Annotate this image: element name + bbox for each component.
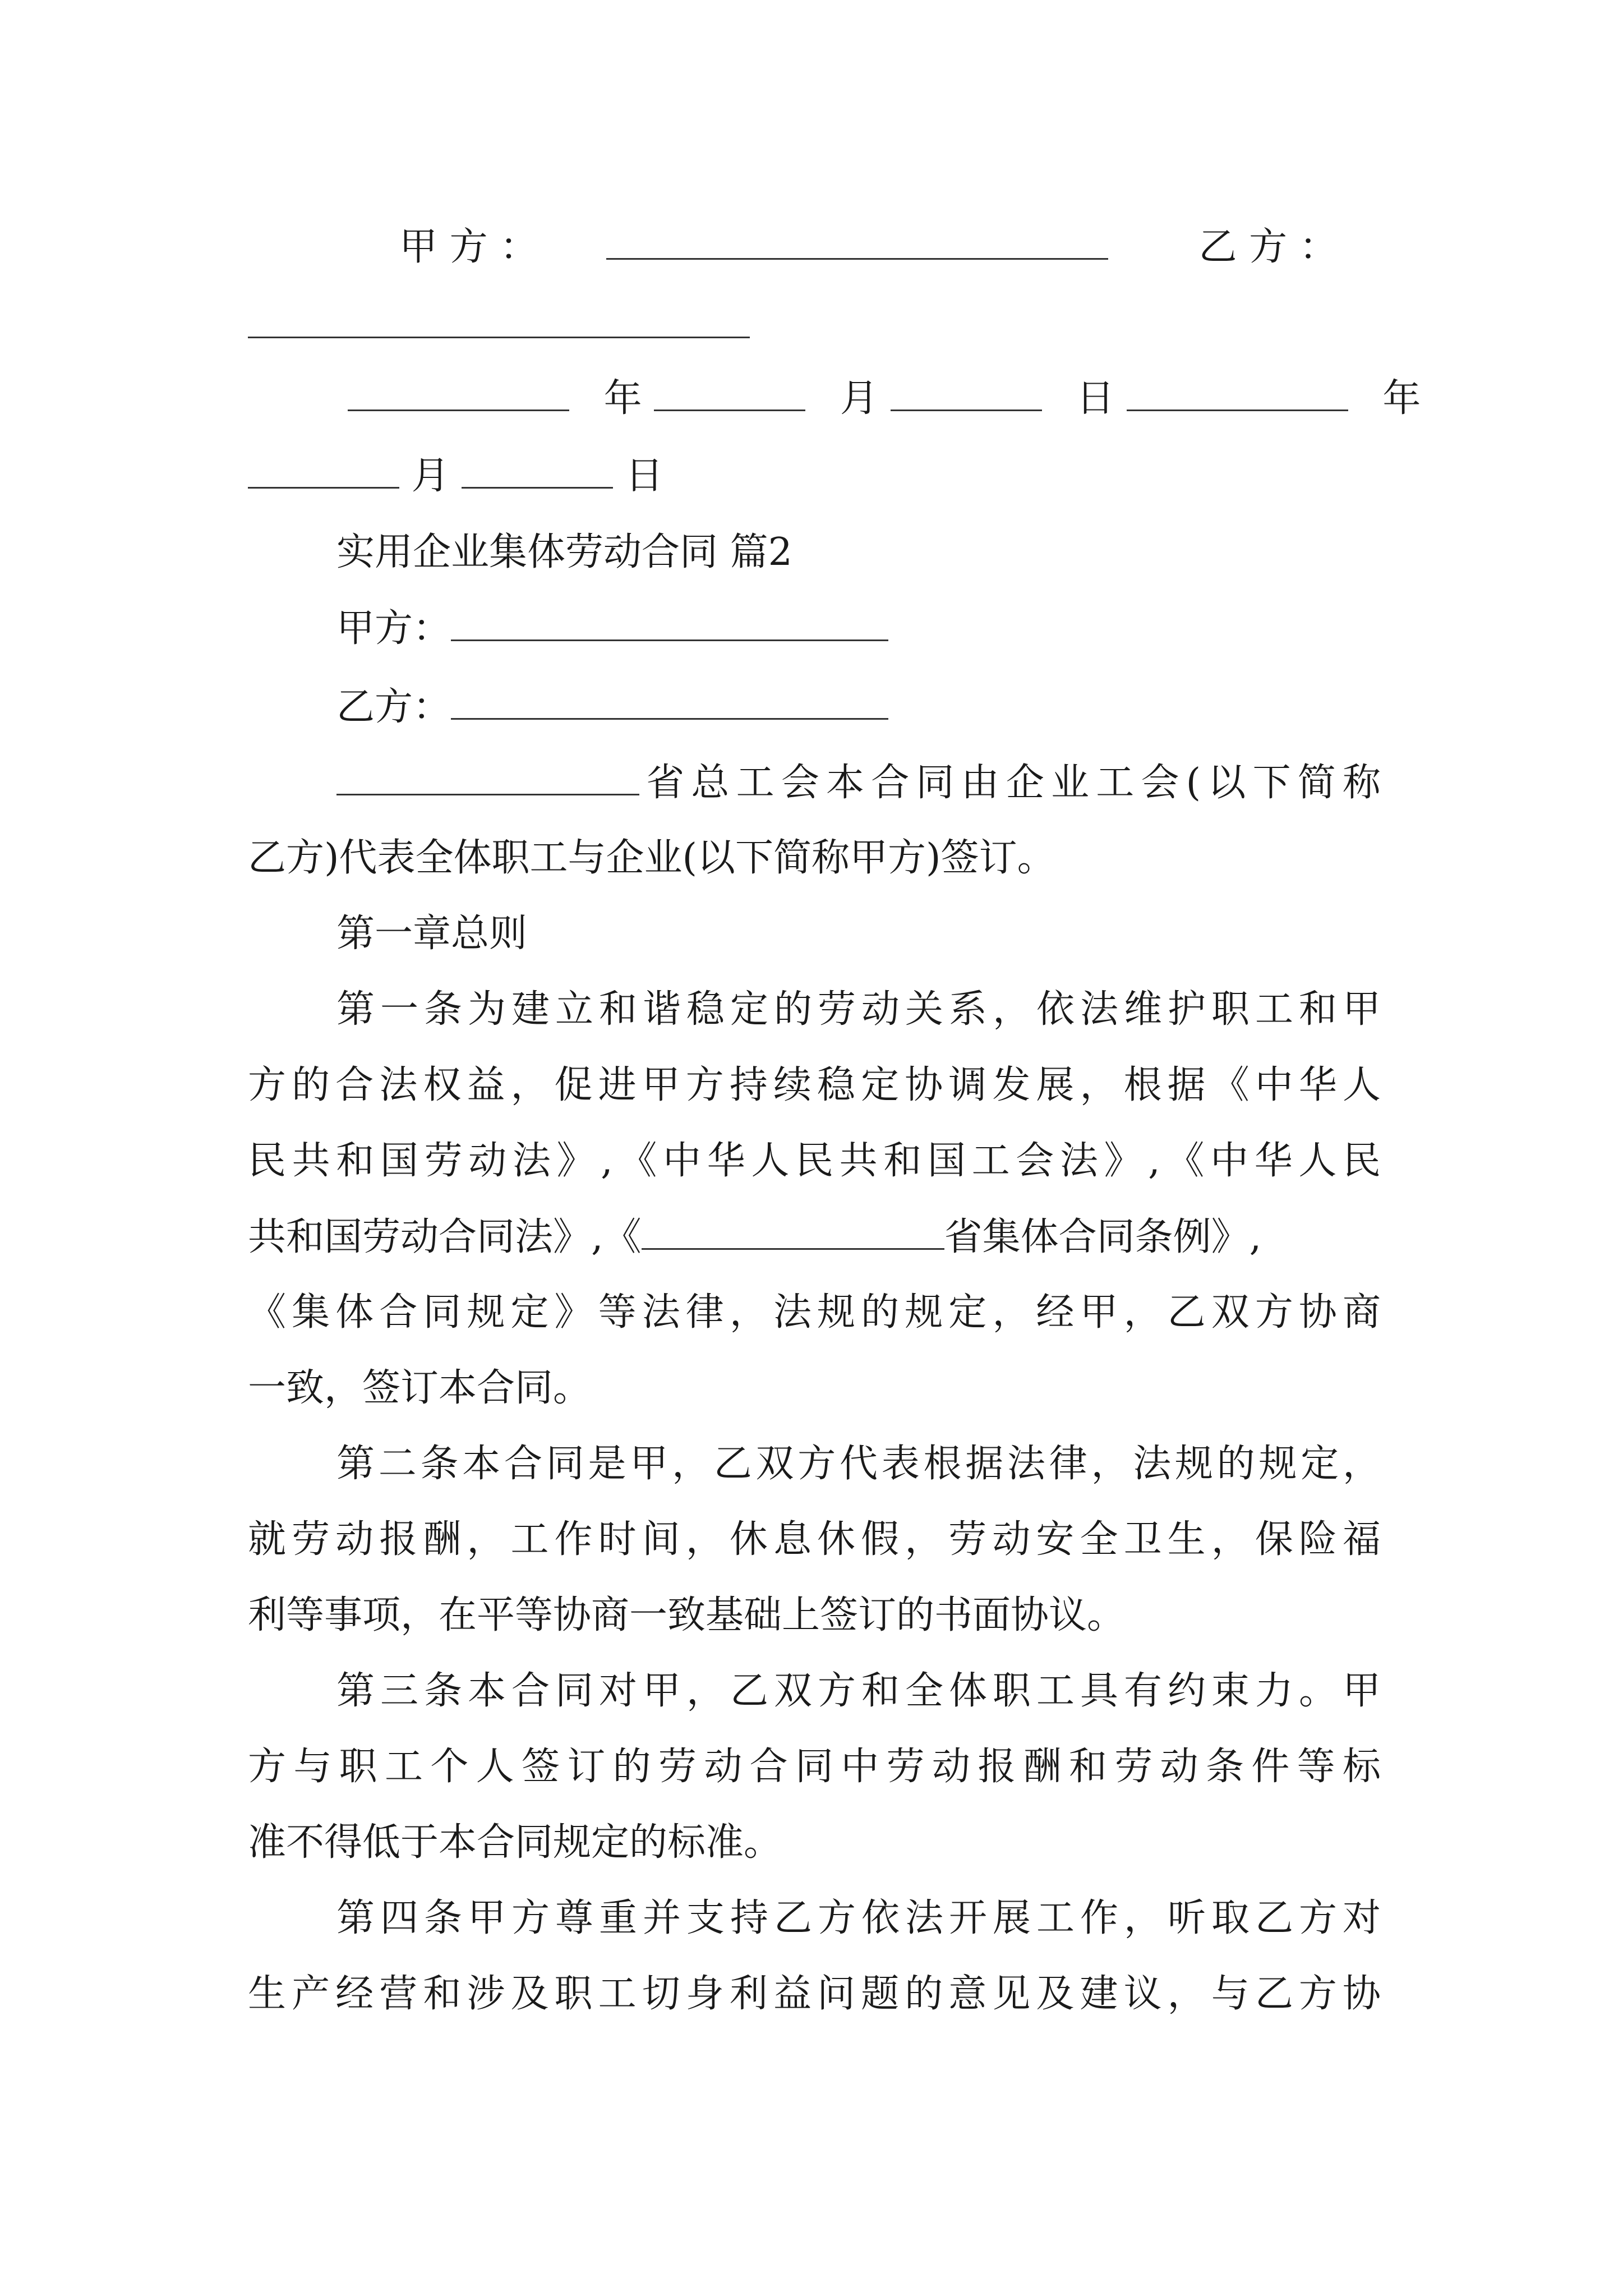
article-1-line-1: 第一条为建立和谐稳定的劳动关系，依法维护职工和甲 xyxy=(336,987,1381,1032)
year-blank-b xyxy=(1127,376,1348,411)
month-blank-b xyxy=(248,453,399,489)
day-label-a: 日 xyxy=(1076,376,1115,421)
party-a-label: 甲方： xyxy=(336,606,451,651)
year-label-b: 年 xyxy=(1382,376,1421,421)
article-2-line-1: 第二条本合同是甲，乙双方代表根据法律，法规的规定， xyxy=(336,1442,1381,1486)
party-b-sign-blank-row xyxy=(248,303,1381,348)
party-a-blank xyxy=(451,606,888,641)
signature-row xyxy=(399,224,1381,270)
intro-text-1: 省总工会本合同由企业工会(以下简称 xyxy=(639,761,1381,805)
chapter-heading: 第一章总则 xyxy=(336,912,528,956)
regulation-province-blank xyxy=(642,1214,944,1250)
month-label-b: 月 xyxy=(411,454,450,498)
date-row-1 xyxy=(348,376,1481,421)
article-1-line-5: 《集体合同规定》等法律，法规的规定，经甲，乙双方协商 xyxy=(248,1290,1381,1335)
article-2-line-3: 利等事项，在平等协商一致基础上签订的书面协议。 xyxy=(248,1593,1126,1637)
article-4-line-2: 生产经营和涉及职工切身利益问题的意见及建议，与乙方协 xyxy=(248,1972,1381,2016)
party-a-sign-label: 甲 方 ： xyxy=(399,225,538,269)
day-label-b: 日 xyxy=(625,454,663,498)
intro-line-1 xyxy=(336,760,1381,806)
article-title: 实用企业集体劳动合同 篇2 xyxy=(336,530,792,574)
party-b-sign-blank xyxy=(248,303,750,338)
day-blank-b xyxy=(462,453,613,489)
party-b-row xyxy=(336,684,1469,730)
party-b-blank xyxy=(451,684,888,720)
article-1-line-6: 一致，签订本合同。 xyxy=(248,1366,592,1410)
party-b-sign-label: 乙 方 ： xyxy=(1198,225,1338,269)
article-1-line-2: 方的合法权益，促进甲方持续稳定协调发展，根据《中华人 xyxy=(248,1063,1381,1107)
article-4-line-1: 第四条甲方尊重并支持乙方依法开展工作，听取乙方对 xyxy=(336,1896,1381,1940)
article-2-line-2: 就劳动报酬，工作时间，休息休假，劳动安全卫生，保险福 xyxy=(248,1517,1381,1562)
date-row-2 xyxy=(248,453,1381,499)
province-blank xyxy=(336,760,639,795)
year-label-a: 年 xyxy=(603,376,642,421)
article-3-line-1: 第三条本合同对甲，乙双方和全体职工具有约束力。甲 xyxy=(336,1669,1381,1713)
day-blank-a xyxy=(891,376,1042,411)
article-1-line-3: 民共和国劳动法》,《中华人民共和国工会法》,《中华人民 xyxy=(248,1139,1381,1183)
month-blank-a xyxy=(654,376,805,411)
party-a-row xyxy=(336,606,1469,651)
article-3-line-3: 准不得低于本合同规定的标准。 xyxy=(248,1820,782,1865)
month-label-a: 月 xyxy=(840,376,878,421)
article-1-line-4 xyxy=(248,1214,1381,1260)
article-1-line-4-end: 省集体合同条例》, xyxy=(944,1215,1262,1259)
article-1-line-4-start: 共和国劳动合同法》,《 xyxy=(248,1215,642,1259)
party-a-sign-blank xyxy=(606,224,1108,260)
article-3-line-2: 方与职工个人签订的劳动合同中劳动报酬和劳动条件等标 xyxy=(248,1745,1381,1789)
year-blank-a xyxy=(348,376,569,411)
party-b-label: 乙方： xyxy=(336,685,451,729)
intro-line-2: 乙方)代表全体职工与企业(以下简称甲方)签订。 xyxy=(248,836,1055,880)
